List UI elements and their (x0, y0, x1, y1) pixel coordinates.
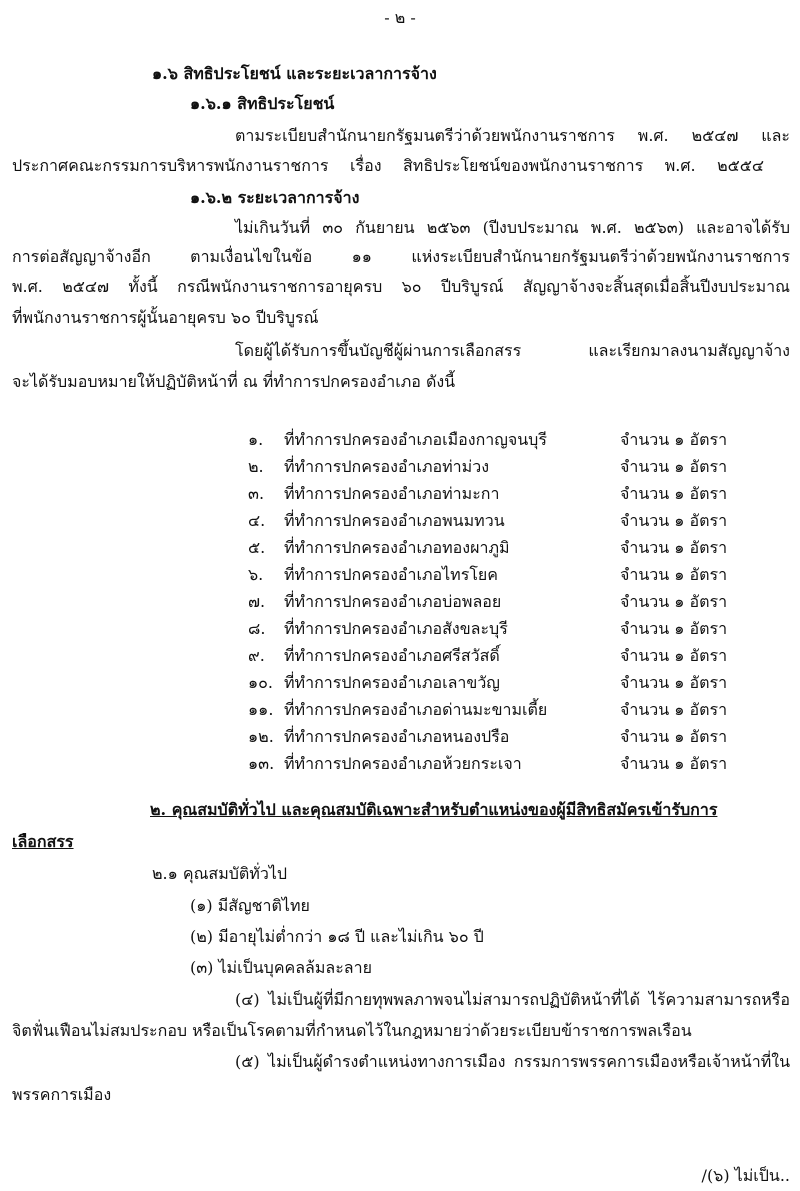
section-1-6-1-text-line: ตามระเบียบสำนักนายกรัฐมนตรีว่าด้วยพนักงานราชการ พ.ศ. ๒๕๔๗ และ (235, 126, 790, 145)
page-number: - ๒ - (384, 8, 416, 27)
office-number: ๑๑. (248, 700, 274, 719)
qualification-item-cont: จิตฟั่นเฟือนไม่สมประกอบ หรือเป็นโรคตามที่กำหนดไว้ในกฎหมายว่าด้วยระเบียบข้าราชการพลเรือน (12, 1021, 692, 1040)
office-row (248, 727, 800, 754)
office-quantity: จำนวน ๑ อัตรา (620, 619, 728, 638)
office-quantity: จำนวน ๑ อัตรา (620, 511, 728, 530)
office-row (248, 619, 800, 646)
office-row (248, 754, 800, 781)
office-quantity: จำนวน ๑ อัตรา (620, 484, 728, 503)
office-row (248, 484, 800, 511)
office-row (248, 646, 800, 673)
office-name: ที่ทำการปกครองอำเภอไทรโยค (284, 565, 498, 584)
office-quantity: จำนวน ๑ อัตรา (620, 673, 728, 692)
office-quantity: จำนวน ๑ อัตรา (620, 538, 728, 557)
section-1-6-2-text-line: ไม่เกินวันที่ ๓๐ กันยายน ๒๕๖๓ (ปีงบประมาณ พ.ศ. ๒๕๖๓) และอาจได้รับ (235, 218, 790, 237)
office-quantity: จำนวน ๑ อัตรา (620, 754, 728, 773)
office-name: ที่ทำการปกครองอำเภอศรีสวัสดิ์ (284, 646, 500, 665)
section-1-6-1-text-line: ประกาศคณะกรรมการบริหารพนักงานราชการ เรื่อง สิทธิประโยชน์ของพนักงานราชการ พ.ศ. ๒๕๕๔ (12, 156, 764, 175)
office-number: ๒. (248, 457, 264, 476)
qualification-item: (๔) ไม่เป็นผู้ที่มีกายทุพพลภาพจนไม่สามารถปฏิบัติหน้าที่ได้ ไร้ความสามารถหรือ (235, 990, 790, 1009)
continuation-note: /(๖) ไม่เป็น.. (701, 1166, 790, 1185)
section-1-6-2-heading: ๑.๖.๒ ระยะเวลาการจ้าง (190, 188, 360, 207)
office-name: ที่ทำการปกครองอำเภอหนองปรือ (284, 727, 510, 746)
office-number: ๙. (248, 646, 265, 665)
office-quantity: จำนวน ๑ อัตรา (620, 727, 728, 746)
office-list (248, 430, 800, 781)
office-quantity: จำนวน ๑ อัตรา (620, 457, 728, 476)
office-row (248, 511, 800, 538)
office-name: ที่ทำการปกครองอำเภอทองผาภูมิ (284, 538, 510, 557)
assignment-text-line: จะได้รับมอบหมายให้ปฏิบัติหน้าที่ ณ ที่ทำการปกครองอำเภอ ดังนี้ (12, 372, 456, 391)
office-number: ๑๓. (248, 754, 275, 773)
section-1-6-heading: ๑.๖ สิทธิประโยชน์ และระยะเวลาการจ้าง (152, 64, 437, 83)
office-number: ๑. (248, 430, 264, 449)
office-number: ๔. (248, 511, 266, 530)
office-number: ๘. (248, 619, 266, 638)
office-quantity: จำนวน ๑ อัตรา (620, 592, 728, 611)
office-row (248, 700, 800, 727)
office-row (248, 673, 800, 700)
qualification-item: (๑) มีสัญชาติไทย (190, 896, 310, 915)
office-name: ที่ทำการปกครองอำเภอห้วยกระเจา (284, 754, 522, 773)
office-number: ๗. (248, 592, 266, 611)
section-2-heading: ๒. คุณสมบัติทั่วไป และคุณสมบัติเฉพาะสำหรับตำแหน่งของผู้มีสิทธิสมัครเข้ารับการ (150, 800, 718, 819)
section-2-heading-cont: เลือกสรร (12, 832, 74, 851)
section-1-6-1-heading: ๑.๖.๑ สิทธิประโยชน์ (190, 94, 335, 113)
office-row (248, 565, 800, 592)
office-quantity: จำนวน ๑ อัตรา (620, 430, 728, 449)
office-name: ที่ทำการปกครองอำเภอบ่อพลอย (284, 592, 502, 611)
office-number: ๖. (248, 565, 264, 584)
office-name: ที่ทำการปกครองอำเภอท่าม่วง (284, 457, 489, 476)
office-name: ที่ทำการปกครองอำเภอสังขละบุรี (284, 619, 508, 638)
qualification-item-cont: พรรคการเมือง (12, 1085, 112, 1104)
qualification-item: (๒) มีอายุไม่ต่ำกว่า ๑๘ ปี และไม่เกิน ๖๐ ปี (190, 927, 484, 946)
office-number: ๑๒. (248, 727, 274, 746)
qualification-item: (๓) ไม่เป็นบุคคลล้มละลาย (190, 958, 372, 977)
office-name: ที่ทำการปกครองอำเภอเมืองกาญจนบุรี (284, 430, 547, 449)
qualification-item: (๕) ไม่เป็นผู้ดำรงตำแหน่งทางการเมือง กรรมการพรรคการเมืองหรือเจ้าหน้าที่ใน (235, 1052, 790, 1071)
office-name: ที่ทำการปกครองอำเภอด่านมะขามเตี้ย (284, 700, 548, 719)
office-name: ที่ทำการปกครองอำเภอพนมทวน (284, 511, 505, 530)
section-1-6-2-text-line: พ.ศ. ๒๕๔๗ ทั้งนี้ กรณีพนักงานราชการอายุครบ ๖๐ ปีบริบูรณ์ สัญญาจ้างจะสิ้นสุดเมื่อสิ้นปีงบประมาณ (12, 277, 790, 296)
office-quantity: จำนวน ๑ อัตรา (620, 565, 728, 584)
section-1-6-2-text-line: ที่พนักงานราชการผู้นั้นอายุครบ ๖๐ ปีบริบูรณ์ (12, 308, 319, 327)
section-1-6-2-text-line: การต่อสัญญาจ้างอีก ตามเงื่อนไขในข้อ ๑๑ แห่งระเบียบสำนักนายกรัฐมนตรีว่าด้วยพนักงานราชการ (12, 247, 790, 266)
office-number: ๑๐. (248, 673, 274, 692)
office-quantity: จำนวน ๑ อัตรา (620, 700, 728, 719)
office-row (248, 457, 800, 484)
office-name: ที่ทำการปกครองอำเภอเลาขวัญ (284, 673, 500, 692)
office-name: ที่ทำการปกครองอำเภอท่ามะกา (284, 484, 500, 503)
section-2-1-heading: ๒.๑ คุณสมบัติทั่วไป (152, 864, 288, 883)
assignment-text-line: โดยผู้ได้รับการขึ้นบัญชีผู้ผ่านการเลือกสรร และเรียกมาลงนามสัญญาจ้าง (235, 341, 790, 360)
office-row (248, 430, 800, 457)
office-row (248, 538, 800, 565)
office-row (248, 592, 800, 619)
office-number: ๕. (248, 538, 266, 557)
office-number: ๓. (248, 484, 265, 503)
office-quantity: จำนวน ๑ อัตรา (620, 646, 728, 665)
